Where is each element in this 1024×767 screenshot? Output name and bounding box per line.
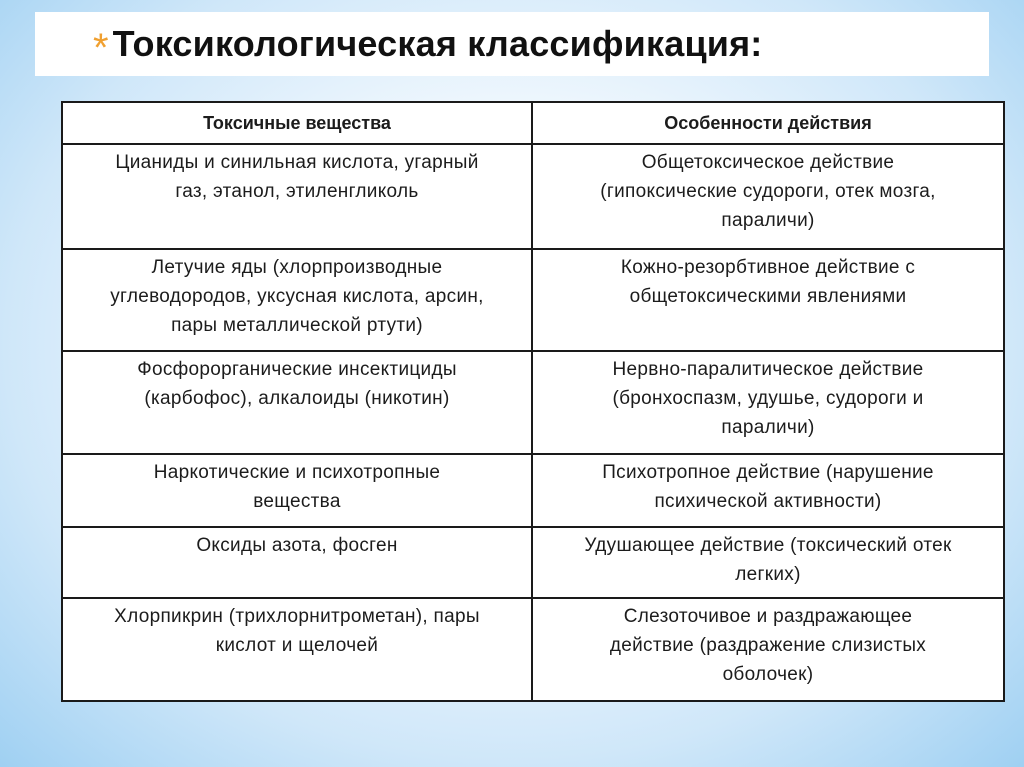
cell-substances: Летучие яды (хлорпроизводные углеводородов, уксусная кислота, арсин, пары металлической ртути)	[62, 249, 532, 351]
cell-effect: Удушающее действие (токсический отек легких)	[532, 527, 1004, 598]
classification-table-wrapper	[61, 101, 1003, 702]
header-action-features: Особенности действия	[532, 102, 1004, 144]
table-row	[62, 144, 1004, 249]
classification-table	[61, 101, 1005, 702]
title-asterisk: *	[93, 26, 109, 70]
table-header-row	[62, 102, 1004, 144]
cell-effect: Общетоксическое действие (гипоксические судороги, отек мозга, параличи)	[532, 144, 1004, 249]
cell-substances: Наркотические и психотропные вещества	[62, 454, 532, 527]
table-row	[62, 598, 1004, 701]
cell-substances: Фосфорорганические инсектициды (карбофос), алкалоиды (никотин)	[62, 351, 532, 454]
header-toxic-substances: Токсичные вещества	[62, 102, 532, 144]
cell-effect: Психотропное действие (нарушение психической активности)	[532, 454, 1004, 527]
table-row	[62, 527, 1004, 598]
cell-effect: Слезоточивое и раздражающее действие (раздражение слизистых оболочек)	[532, 598, 1004, 701]
cell-substances: Цианиды и синильная кислота, угарный газ, этанол, этиленгликоль	[62, 144, 532, 249]
table-row	[62, 454, 1004, 527]
cell-substances: Оксиды азота, фосген	[62, 527, 532, 598]
title-bar	[35, 12, 989, 76]
cell-substances: Хлорпикрин (трихлорнитрометан), пары кислот и щелочей	[62, 598, 532, 701]
cell-effect: Кожно-резорбтивное действие с общетоксическими явлениями	[532, 249, 1004, 351]
table-row	[62, 351, 1004, 454]
page-title: Токсикологическая классификация:	[112, 23, 763, 64]
table-row	[62, 249, 1004, 351]
cell-effect: Нервно-паралитическое действие (бронхоспазм, удушье, судороги и параличи)	[532, 351, 1004, 454]
